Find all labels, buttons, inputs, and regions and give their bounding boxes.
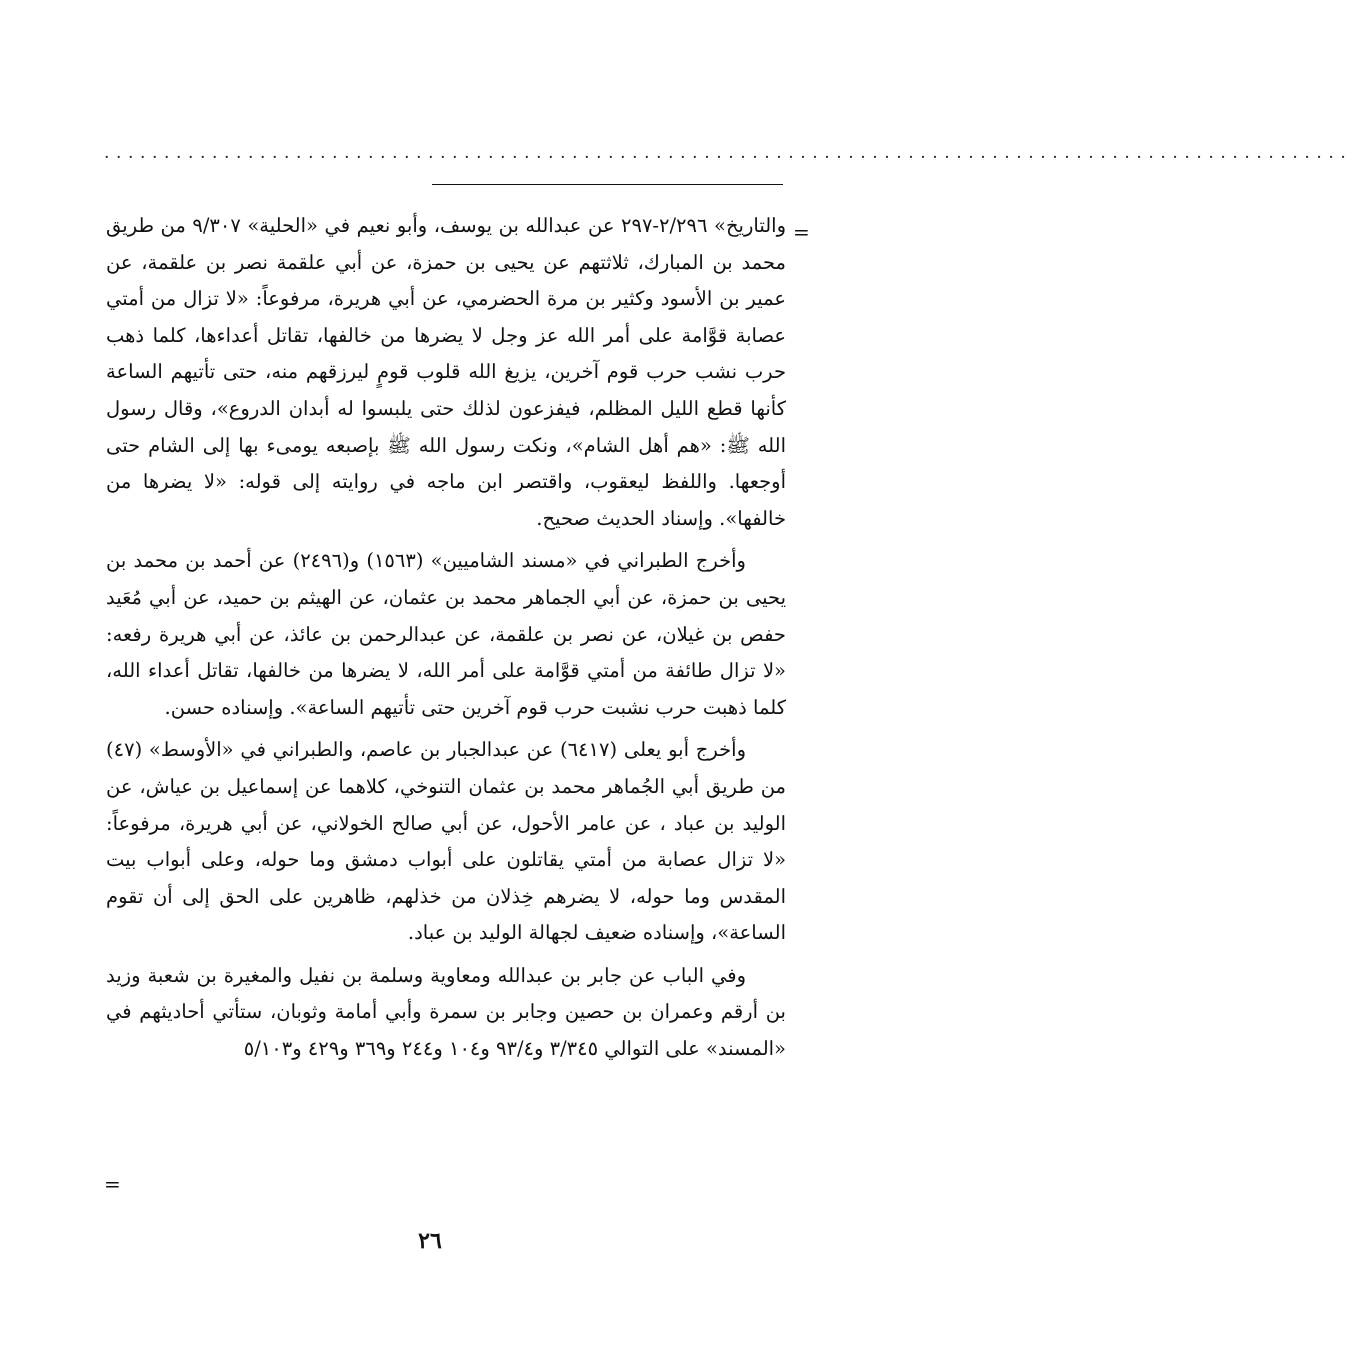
- continuation-mark-top: =: [793, 220, 810, 244]
- paragraph-3: وأخرج أبو يعلى (٦٤١٧) عن عبدالجبار بن عاصم، والطبراني في «الأوسط» (٤٧) من طريق أبي الجُماهر محمد بن عثمان التنوخي، كلاهما عن إسماعيل بن عياش، عن الوليد بن عباد ، عن عامر الأحول، عن أبي صالح الخولاني، عن أبي هريرة، مرفوعاً: «لا تزال عصابة من أمتي يقاتلون على أبواب دمشق وما حوله، وعلى أبواب بيت المقدس وما حوله، لا يضرهم خِذلان من خذلهم، ظاهرين على الحق إلى أن تقوم الساعة»، وإسناده ضعيف لجهالة الوليد بن عباد.: [106, 738, 786, 945]
- footnote-text: [106, 208, 786, 1068]
- dotted-separator: ........................................................................................................: [104, 143, 1352, 163]
- footnote-rule: [432, 184, 783, 185]
- page-number: ٢٦: [418, 1228, 442, 1254]
- continuation-mark-bottom: =: [104, 1172, 121, 1196]
- paragraph-1: والتاريخ» ٢/٢٩٦-٢٩٧ عن عبدالله بن يوسف، وأبو نعيم في «الحلية» ٩/٣٠٧ من طريق محمد بن المبارك، ثلاثتهم عن يحيى بن حمزة، عن أبي علقمة نصر بن علقمة، عن عمير بن الأسود وكثير بن مرة الحضرمي، عن أبي هريرة، مرفوعاً: «لا تزال من أمتي عصابة قوَّامة على أمر الله عز وجل لا يضرها من خالفها، تقاتل أعداءها، كلما ذهب حرب نشب حرب قوم آخرين، يزيغ الله قلوب قومٍ ليرزقهم منه، حتى تأتيهم الساعة كأنها قطع الليل المظلم، فيفزعون لذلك حتى يلبسوا له أبدان الدروع»، وقال رسول الله ﷺ: «هم أهل الشام»، ونكت رسول الله ﷺ بإصبعه يومىء بها إلى الشام حتى أوجعها. واللفظ ليعقوب، واقتصر ابن ماجه في روايته إلى قوله: «لا يضرها من خالفها». وإسناد الحديث صحيح.: [106, 214, 786, 530]
- paragraph-2: وأخرج الطبراني في «مسند الشاميين» (١٥٦٣) و(٢٤٩٦) عن أحمد بن محمد بن يحيى بن حمزة، عن أبي الجماهر محمد بن عثمان، عن الهيثم بن حميد، عن أبي مُعَيد حفص بن غيلان، عن نصر بن علقمة، عن عبدالرحمن بن عائذ، عن أبي هريرة رفعه: «لا تزال طائفة من أمتي قوَّامة على أمر الله، لا يضرها من خالفها، تقاتل أعداء الله، كلما ذهبت حرب نشبت حرب قوم آخرين حتى تأتيهم الساعة». وإسناده حسن.: [106, 549, 786, 719]
- paragraph-4: وفي الباب عن جابر بن عبدالله ومعاوية وسلمة بن نفيل والمغيرة بن شعبة وزيد بن أرقم وعمران بن حصين وجابر بن سمرة وأبي أمامة وثوبان، ستأتي أحاديثهم في «المسند» على التوالي ٣/٣٤٥ و٩٣/٤ و١٠٤ و٢٤٤ و٣٦٩ و٤٢٩ و٥/١٠٣: [106, 963, 786, 1061]
